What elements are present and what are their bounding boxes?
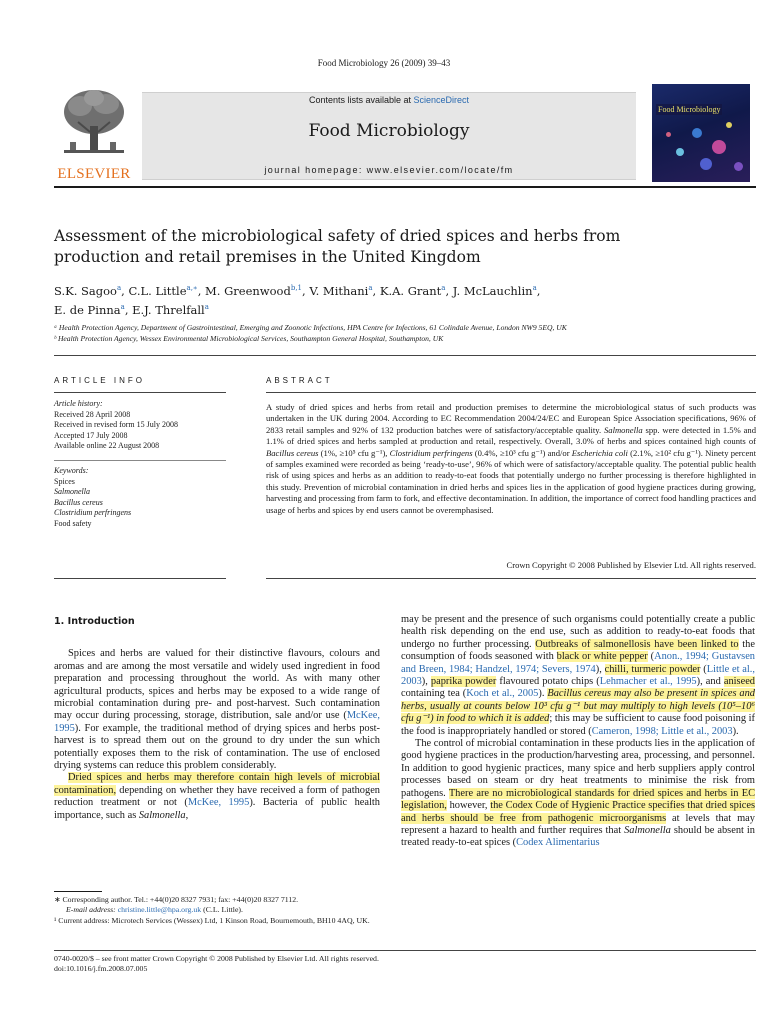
journal-homepage-link[interactable]: journal homepage: www.elsevier.com/locate/fm xyxy=(264,165,514,175)
elsevier-tree-icon xyxy=(60,86,128,160)
abstract-text: A study of dried spices and herbs from retail and production premises to determine the microbiological status of such products was undertaken in the UK during 2004. According to EC Recommendation 2004/24/EC and European Spice Association specifications, 96% of 2833 retail samples and 92% of 132 production batches were of satisfactory/acceptable quality. Salmonella spp. were detected in 1.5% and 1.1% of dried spices and herbs sampled at production and retail, respectively. Overall, 3.0% of herbs and spices contained high counts of Bacillus cereus (1%, ≥10⁵ cfu g⁻¹), Clostridium perfringens (0.4%, ≥10³ cfu g⁻¹) and/or Escherichia coli (2.1%, ≥10² cfu g⁻¹). Ninety percent of samples examined were recorded as being ‘ready-to-use’, 96% of which were of satisfactory/acceptable quality. The potential public health risk of using spices and herbs as an addition to ready-to-eat foods that potentially undergo no further processing is therefore highlighted in this study. Prevention of microbial contamination in dried herbs and spices lies in the application of good hygiene practices during growing, harvesting and processing from farm to fork, and effective decontamination. In addition, the importance of correct food handling practices and usage of herbs and spices by end users cannot be overemphasised. xyxy=(266,402,756,515)
author-affil-marker[interactable]: a xyxy=(120,302,125,311)
body-paragraph: Dried spices and herbs may therefore contain high levels of microbial contamination, depending on whether they have received a form of pathogen reduction treatment or not (McKee, 1995). Bacteria of public health importance, such as Salmonella, xyxy=(54,772,381,821)
masthead-banner xyxy=(142,92,636,180)
keyword: Clostridium perfringens xyxy=(54,508,132,517)
footnote-corresponding: ∗ Corresponding author. Tel.: +44(0)20 8327 7931; fax: +44(0)20 8327 7112. xyxy=(54,895,299,904)
abstract-heading: ABSTRACT xyxy=(266,376,333,385)
author[interactable]: E. de Pinna xyxy=(54,302,121,317)
author[interactable]: M. Greenwood xyxy=(205,283,291,298)
article-info-bottom-rule xyxy=(54,578,226,579)
author-affil-marker[interactable]: b,1 xyxy=(290,284,303,292)
citation-link[interactable]: McKee, 1995 xyxy=(54,710,380,734)
cover-title: Food Microbiology xyxy=(658,105,721,114)
article-info-rule xyxy=(54,392,226,393)
citation-link[interactable]: Codex Alimentarius xyxy=(516,837,600,849)
affiliation-rule xyxy=(54,355,756,356)
email-link[interactable]: christine.little@hpa.org.uk xyxy=(117,905,202,915)
keyword: Salmonella xyxy=(54,487,90,496)
author-affil-marker[interactable]: a xyxy=(116,284,122,292)
highlighted-text: Dried spices and herbs may therefore contain high levels of microbial contamination, xyxy=(54,772,380,796)
highlighted-text: the Codex Code of Hygienic Practice specifies that dried spices and herbs should be free from pathogenic microorganisms xyxy=(401,800,755,824)
highlighted-text: aniseed xyxy=(723,676,756,688)
keyword: Spices xyxy=(54,476,75,486)
body-paragraph: may be present and the presence of such organisms could potentially create a public health risk depending on the end use, such as addition to ready-to-eat foods that undergo no further processing. Outbreaks of salmonellosis have been linked to the consumption of foods seasoned with black or white pepper (Anon., 1994; Gustavsen and Breen, 1984; Handzel, 1974; Severs, 1974), chilli, turmeric powder (Little et al., 2003), paprika powder flavoured potato chips (Lehmacher et al., 1995), and aniseed containing tea (Koch et al., 2005). Bacillus cereus may also be present in spices and herbs, usually at counts below 10³ cfu g⁻¹ but may multiply to high levels (10⁵–10⁶ cfu g⁻¹) in food to which it is added; this may be sufficient to cause food poisoning if the food is inappropriately handled or stored (Cameron, 1998; Little et al., 2003). xyxy=(401,614,756,737)
history-item: Received in revised form 15 July 2008 xyxy=(54,420,178,429)
footer-rule xyxy=(54,950,756,951)
citation-link[interactable]: Koch et al., 2005 xyxy=(466,688,539,700)
affiliation: ᵇ Health Protection Agency, Wessex Environmental Microbiological Services, Southampton General Hospital, Southampton, UK xyxy=(54,334,444,343)
keywords-rule xyxy=(54,460,226,461)
author-list xyxy=(54,280,694,318)
highlighted-text: Bacillus cereus may also be present in spices and herbs, usually at counts below 10³ cfu g⁻¹ but may multiply to high levels (10⁵–10⁶ cfu g⁻¹) in food to which it is added xyxy=(401,688,755,725)
contents-available-line xyxy=(142,95,636,105)
highlighted-text: Outbreaks of salmonellosis have been linked to xyxy=(535,638,739,650)
footnotes xyxy=(54,895,380,926)
journal-reference: Food Microbiology 26 (2009) 39–43 xyxy=(317,58,451,68)
body-column-right xyxy=(401,614,755,850)
author-line-2: E. de Pinna$^a$, E.J. Threlfall$^a$ xyxy=(54,302,209,317)
footnote-email: E-mail address: christine.little@hpa.org.uk (C.L. Little). xyxy=(66,905,243,915)
author[interactable]: V. Mithani xyxy=(309,283,369,298)
history-label: Article history: xyxy=(54,399,103,408)
affiliation: ᵃ Health Protection Agency, Department of Gastrointestinal, Emerging and Zoonotic Infections, HPA Centre for Infections, 61 Colindale Avenue, London NW9 5EQ, UK xyxy=(54,323,567,332)
author-line-1: S.K. Sagoo$^a$, C.L. Little$^{a,∗}$, M. Greenwood$^{b,1}$, V. Mithani$^a$, K.A. Grant$^a$, J. McLauchlin$^a$, xyxy=(54,283,541,298)
author-affil-marker[interactable]: a xyxy=(441,284,446,292)
author-affil-marker[interactable]: a xyxy=(204,302,209,311)
keyword: Bacillus cereus xyxy=(54,497,103,507)
author-affil-marker[interactable]: a xyxy=(368,284,373,292)
citation-link[interactable]: Lehmacher et al., 1995 xyxy=(599,676,697,688)
contents-prefix: Contents lists available at xyxy=(308,95,414,105)
footnote-current-address: ¹ Current address: Microtech Services (Wessex) Ltd, 1 Kinson Road, Bournemouth, BH10 4AQ, UK. xyxy=(54,915,370,925)
footer-issn xyxy=(54,954,379,975)
history-item: Available online 22 August 2008 xyxy=(54,441,160,450)
highlighted-text: chilli, turmeric powder xyxy=(604,663,701,675)
issn-line: 0740-0020/$ – see front matter Crown Copyright © 2008 Published by Elsevier Ltd. All rights reserved. xyxy=(54,954,379,963)
abstract-bottom-rule xyxy=(266,578,756,579)
article-history xyxy=(54,399,226,452)
author[interactable]: S.K. Sagoo xyxy=(54,283,117,298)
masthead-rule xyxy=(54,186,756,188)
citation-link[interactable]: Little et al., 2003 xyxy=(401,663,755,688)
highlighted-text: paprika powder xyxy=(430,676,497,688)
journal-masthead xyxy=(54,84,756,184)
sciencedirect-link[interactable]: ScienceDirect xyxy=(413,95,470,105)
body-column-left xyxy=(54,614,380,822)
citation-link[interactable]: Anon., 1994; Gustavsen and Breen, 1984; Handzel, 1974; Severs, 1974 xyxy=(401,651,756,675)
author[interactable]: J. McLauchlin xyxy=(452,283,533,298)
article-title: Assessment of the microbiological safety of dried spices and herbs from production and retail premises in the United Kingdom xyxy=(54,227,621,266)
author[interactable]: K.A. Grant xyxy=(379,283,442,298)
section-heading-introduction: 1. Introduction xyxy=(54,616,135,627)
article-info-heading: ARTICLE INFO xyxy=(54,376,145,385)
highlighted-text: black or white pepper xyxy=(556,651,648,663)
highlighted-text: There are no microbiological standards for dried spices and herbs in EC legislation, xyxy=(401,787,755,812)
elsevier-logo[interactable] xyxy=(54,86,134,182)
body-paragraph: The control of microbial contamination in these products lies in the application of good hygiene practices in the production/harvesting area, processing, and personnel. In addition to good hygienic practices, many spice and herb suppliers apply control processes based on steam or dry heat treatments to minimise the risk from pathogens. There are no microbiological standards for dried spices and herbs in EC legislation, however, the Codex Code of Hygienic Practice specifies that dried spices and herbs should be free from pathogenic microorganisms at levels that may represent a hazard to health and further requires that Salmonella should be absent in treated ready-to-eat spices (Codex Alimentarius xyxy=(401,738,755,849)
body-paragraph: Spices and herbs are valued for their distinctive flavours, colours and aromas and are among the most versatile and widely used ingredient in food preparation and processing throughout the world. As with many other agricultural products, spices and herbs may be exposed to a wide range of microbial contamination during pre- and post-harvest. Such contamination may occur during processing, storage, distribution, sale and/or use (McKee, 1995). For example, the traditional method of drying spices and herbs post-harvest is to spread them out on the ground to dry under the sun which potentially exposes them to the risk of contamination. The use of enclosed drying systems can reduce this problem considerably. xyxy=(54,648,380,772)
author-affil-marker[interactable]: a,∗ xyxy=(186,284,198,292)
keywords-label: Keywords: xyxy=(54,466,89,475)
history-item: Accepted 17 July 2008 xyxy=(54,430,128,440)
keywords-block xyxy=(54,466,226,529)
footnote-rule xyxy=(54,891,102,892)
doi-line[interactable]: doi:10.1016/j.fm.2008.07.005 xyxy=(54,964,148,974)
journal-name: Food Microbiology xyxy=(308,121,470,141)
affiliations xyxy=(54,322,756,344)
elsevier-wordmark: ELSEVIER xyxy=(57,166,131,182)
author-affil-marker[interactable]: a xyxy=(532,284,537,292)
citation-link[interactable]: McKee, 1995 xyxy=(187,797,250,809)
author[interactable]: C.L. Little xyxy=(128,283,187,298)
abstract-copyright: Crown Copyright © 2008 Published by Elsevier Ltd. All rights reserved. xyxy=(506,560,756,570)
abstract-rule xyxy=(266,392,756,393)
history-item: Received 28 April 2008 xyxy=(54,409,131,419)
keyword: Food safety xyxy=(54,518,92,528)
author[interactable]: E.J. Threlfall xyxy=(132,302,205,317)
journal-cover-image xyxy=(652,84,750,182)
citation-link[interactable]: Cameron, 1998; Little et al., 2003 xyxy=(591,725,733,737)
